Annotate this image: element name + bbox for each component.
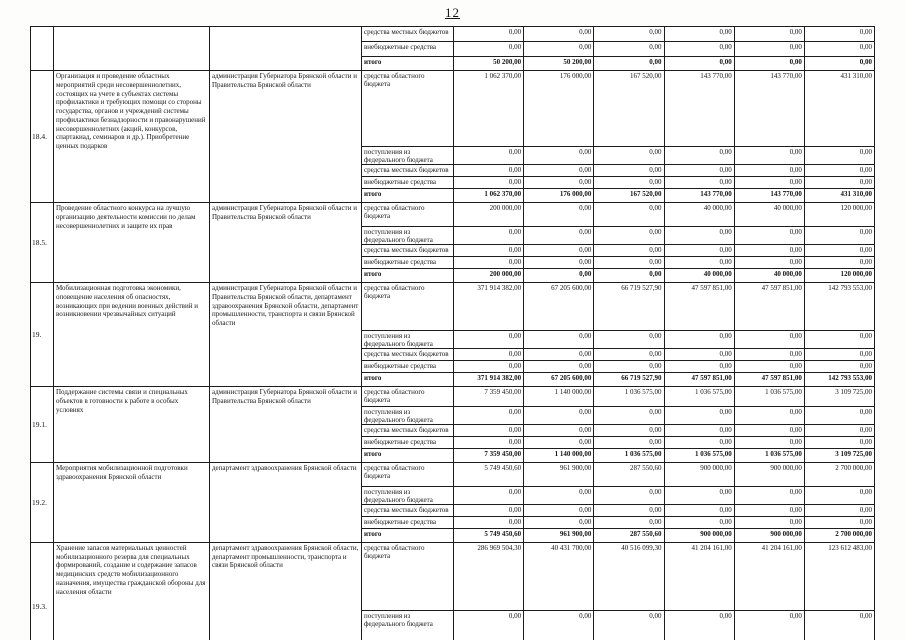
funding-source-label: внебюджетные средства [362, 42, 454, 56]
amount-cell: 0,00 [859, 407, 873, 416]
amount-cell: 0,00 [594, 57, 664, 70]
funding-source-label: средства местных бюджетов [362, 505, 454, 516]
funding-source-label: средства областного бюджета [362, 463, 454, 486]
amount-cell: 0,00 [735, 437, 805, 448]
amount-cell: 0,00 [735, 349, 805, 360]
funding-row [362, 245, 874, 257]
funding-row [362, 529, 874, 542]
amount-cell: 41 204 161,00 [665, 543, 735, 610]
amount-cell: 0,00 [665, 611, 735, 640]
funding-source-label: средства местных бюджетов [362, 425, 454, 436]
amount-cell: 0,00 [524, 42, 594, 56]
row-number-cell: 19. [31, 283, 54, 386]
amount-cell: 1 036 575,00 [665, 449, 735, 462]
amount-cell: 0,00 [665, 42, 735, 56]
amount-cell: 371 914 382,00 [454, 373, 524, 386]
funding-row [362, 177, 874, 189]
description-cell: Мероприятия мобилизационной подготовки здравоохранения Брянской области [54, 463, 210, 542]
funding-rows [362, 283, 874, 386]
funding-row [362, 387, 874, 407]
amount-cell: 0,00 [454, 425, 524, 436]
amount-cell: 0,00 [594, 203, 664, 226]
amount-cell: 50 200,00 [524, 57, 594, 70]
amount-cell: 0,00 [859, 332, 873, 340]
amount-cell: 0,00 [524, 203, 594, 226]
amount-cell: 1 062 370,00 [454, 71, 524, 146]
amount-cell: 0,00 [454, 245, 524, 256]
amount-cell: 0,00 [735, 42, 805, 56]
amount-cell: 0,00 [524, 349, 594, 360]
page-number: 12 [445, 5, 460, 20]
amount-cell: 0,00 [665, 27, 735, 41]
amount-cell: 0,00 [859, 43, 873, 51]
amount-cell: 0,00 [665, 177, 735, 188]
amount-cell: 0,00 [735, 487, 805, 504]
table-block [31, 387, 874, 463]
amount-cell: 0,00 [594, 165, 664, 176]
amount-cell: 0,00 [665, 437, 735, 448]
amount-cell: 47 597 851,00 [735, 283, 805, 330]
amount-cell: 40 000,00 [665, 203, 735, 226]
amount-cell: 123 612 483,00 [828, 543, 873, 552]
amount-cell: 176 000,00 [524, 71, 594, 146]
amount-cell: 0,00 [735, 257, 805, 268]
description-cell: Хранение запасов материальных ценностей мобилизационного резерва для специальных формирований, создание и содержание запасов медицинских средств мобилизационного назначения, имущества гражданской обороны для населения области [54, 543, 210, 640]
executor-cell: департамент здравоохранения Брянской области, департамент промышленности, транспорта и связи Брянской области [210, 543, 362, 640]
amount-cell: 67 205 600,00 [524, 283, 594, 330]
funding-row [362, 331, 874, 349]
funding-row [362, 27, 874, 42]
amount-cell: 1 036 575,00 [594, 387, 664, 406]
amount-cell: 0,00 [735, 407, 805, 424]
funding-rows [362, 27, 874, 70]
amount-cell: 0,00 [524, 245, 594, 256]
amount-cell: 0,00 [859, 246, 873, 254]
amount-cell: 120 000,00 [840, 270, 873, 278]
funding-source-label: внебюджетные средства [362, 257, 454, 268]
funding-row [362, 269, 874, 282]
funding-source-label: внебюджетные средства [362, 177, 454, 188]
funding-row [362, 437, 874, 449]
amount-cell: 0,00 [735, 611, 805, 640]
funding-row [362, 227, 874, 245]
amount-cell: 47 597 851,00 [665, 373, 735, 386]
funding-source-label: итого [362, 449, 454, 462]
description-cell: Организация и проведение областных мероприятий среди несовершеннолетних, состоящих на учете в субъектах системы профилактики и требующих помощи со стороны государства, органов и учреждений системы профилактики безнадзорности и правонарушений несовершеннолетних (акций, конкурсов, спартакиад, семинаров и др.). Приобретение ценных подарков [54, 71, 210, 202]
amount-cell: 0,00 [524, 425, 594, 436]
funding-source-label: внебюджетные средства [362, 437, 454, 448]
funding-source-label: итого [362, 529, 454, 542]
funding-row [362, 407, 874, 425]
funding-source-label: средства областного бюджета [362, 543, 454, 610]
amount-cell: 167 520,00 [594, 189, 664, 202]
funding-row [362, 42, 874, 57]
funding-source-label: внебюджетные средства [362, 517, 454, 528]
amount-cell: 0,00 [594, 245, 664, 256]
amount-cell: 0,00 [665, 331, 735, 348]
row-number-cell: 19.1. [31, 387, 54, 462]
funding-source-label: средства местных бюджетов [362, 165, 454, 176]
amount-cell: 41 204 161,00 [735, 543, 805, 610]
row-number-cell [31, 27, 54, 70]
amount-cell: 0,00 [454, 407, 524, 424]
amount-cell: 0,00 [524, 517, 594, 528]
amount-cell: 0,00 [524, 147, 594, 164]
amount-cell: 1 036 575,00 [594, 449, 664, 462]
amount-cell: 0,00 [524, 437, 594, 448]
amount-cell: 0,00 [594, 517, 664, 528]
amount-cell: 0,00 [524, 487, 594, 504]
amount-cell: 40 000,00 [735, 269, 805, 282]
amount-cell: 143 770,00 [735, 189, 805, 202]
executor-cell: департамент здравоохранения Брянской области [210, 463, 362, 542]
amount-cell: 0,00 [594, 331, 664, 348]
funding-source-label: поступления из федерального бюджета [362, 227, 454, 244]
amount-cell: 0,00 [594, 505, 664, 516]
amount-cell: 200 000,00 [454, 203, 524, 226]
amount-cell: 66 719 527,90 [594, 373, 664, 386]
amount-cell: 0,00 [859, 437, 873, 446]
amount-cell: 0,00 [859, 258, 873, 266]
table-block [31, 463, 874, 543]
amount-cell: 0,00 [524, 611, 594, 640]
amount-cell: 0,00 [665, 407, 735, 424]
amount-cell: 143 770,00 [665, 189, 735, 202]
amount-cell: 142 793 553,00 [828, 284, 873, 292]
row-number-cell: 19.3. [31, 543, 54, 640]
amount-cell: 961 900,00 [524, 529, 594, 542]
funding-row [362, 203, 874, 227]
funding-row [362, 57, 874, 70]
amount-cell: 0,00 [594, 257, 664, 268]
amount-cell: 0,00 [859, 362, 873, 370]
amount-cell: 0,00 [594, 437, 664, 448]
amount-cell: 0,00 [859, 178, 873, 186]
amount-cell: 47 597 851,00 [665, 283, 735, 330]
table-block [31, 543, 874, 640]
amount-cell: 900 000,00 [735, 463, 805, 486]
amount-cell: 3 109 725,00 [835, 449, 873, 458]
amount-cell: 47 597 851,00 [735, 373, 805, 386]
amount-cell: 0,00 [524, 27, 594, 41]
funding-row [362, 283, 874, 331]
description-cell: Поддержание системы связи и специальных объектов в готовности к работе в особых условиях [54, 387, 210, 462]
amount-cell: 167 520,00 [594, 71, 664, 146]
amount-cell: 0,00 [524, 227, 594, 244]
amount-cell: 2 700 000,00 [835, 463, 873, 472]
amount-cell: 142 793 553,00 [828, 374, 873, 382]
amount-cell: 7 359 450,00 [454, 449, 524, 462]
amount-cell: 287 550,60 [594, 463, 664, 486]
funding-row [362, 361, 874, 373]
amount-cell: 0,00 [859, 505, 873, 514]
funding-source-label: итого [362, 373, 454, 386]
funding-row [362, 505, 874, 517]
funding-row [362, 165, 874, 177]
amount-cell: 0,00 [859, 425, 873, 434]
budget-table [30, 26, 875, 640]
amount-cell: 0,00 [454, 437, 524, 448]
amount-cell: 0,00 [735, 505, 805, 516]
amount-cell: 40 431 700,00 [524, 543, 594, 610]
amount-cell: 0,00 [735, 425, 805, 436]
funding-rows [362, 543, 874, 640]
executor-cell [210, 27, 362, 70]
amount-cell: 2 700 000,00 [835, 529, 873, 538]
amount-cell: 0,00 [735, 245, 805, 256]
amount-cell: 66 719 527,90 [594, 283, 664, 330]
amount-cell: 0,00 [524, 361, 594, 372]
amount-cell: 0,00 [524, 257, 594, 268]
amount-cell: 7 359 450,00 [454, 387, 524, 406]
table-block [31, 203, 874, 283]
funding-row [362, 257, 874, 269]
amount-cell: 0,00 [735, 147, 805, 164]
amount-cell: 961 900,00 [524, 463, 594, 486]
funding-source-label: поступления из федерального бюджета [362, 147, 454, 164]
funding-rows [362, 387, 874, 462]
row-number-cell: 19.2. [31, 463, 54, 542]
row-number-cell: 18.5. [31, 203, 54, 282]
executor-cell: администрация Губернатора Брянской области и Правительства Брянской области [210, 203, 362, 282]
amount-cell: 431 310,00 [840, 190, 873, 198]
amount-cell: 143 770,00 [735, 71, 805, 146]
funding-row [362, 425, 874, 437]
description-cell: Мобилизационная подготовка экономики, оповещение населения об опасностях, возникающих при ведении военных действий и возникновении чрезвычайных ситуаций [54, 283, 210, 386]
funding-rows [362, 71, 874, 202]
amount-cell: 0,00 [454, 331, 524, 348]
amount-cell: 0,00 [454, 361, 524, 372]
amount-cell: 0,00 [735, 227, 805, 244]
amount-cell: 287 550,60 [594, 529, 664, 542]
funding-row [362, 147, 874, 165]
amount-cell: 143 770,00 [665, 71, 735, 146]
amount-cell: 0,00 [859, 611, 873, 620]
amount-cell: 1 140 000,00 [524, 449, 594, 462]
amount-cell: 0,00 [735, 361, 805, 372]
amount-cell: 0,00 [735, 517, 805, 528]
executor-cell: администрация Губернатора Брянской области и Правительства Брянской области [210, 387, 362, 462]
funding-row [362, 189, 874, 202]
amount-cell: 0,00 [859, 58, 873, 66]
funding-source-label: средства местных бюджетов [362, 349, 454, 360]
amount-cell: 40 516 099,30 [594, 543, 664, 610]
funding-rows [362, 463, 874, 542]
amount-cell: 1 062 370,00 [454, 189, 524, 202]
funding-source-label: итого [362, 57, 454, 70]
amount-cell: 0,00 [524, 505, 594, 516]
amount-cell: 0,00 [735, 57, 805, 70]
amount-cell: 0,00 [665, 487, 735, 504]
amount-cell: 0,00 [665, 147, 735, 164]
amount-cell: 0,00 [665, 165, 735, 176]
amount-cell: 120 000,00 [840, 204, 873, 212]
amount-cell: 0,00 [859, 350, 873, 358]
amount-cell: 1 036 575,00 [665, 387, 735, 406]
amount-cell: 0,00 [454, 177, 524, 188]
funding-rows [362, 203, 874, 282]
amount-cell: 0,00 [454, 257, 524, 268]
amount-cell: 431 310,00 [840, 72, 873, 80]
amount-cell: 0,00 [594, 611, 664, 640]
amount-cell: 0,00 [594, 487, 664, 504]
amount-cell: 0,00 [454, 487, 524, 504]
executor-cell: администрация Губернатора Брянской области и Правительства Брянской области, департамент здравоохранения Брянской области, департамент промышленности, транспорта и связи Брянской области [210, 283, 362, 386]
amount-cell: 5 749 450,60 [454, 529, 524, 542]
amount-cell: 0,00 [454, 27, 524, 41]
amount-cell: 0,00 [859, 166, 873, 174]
amount-cell: 0,00 [665, 245, 735, 256]
amount-cell: 0,00 [594, 361, 664, 372]
funding-source-label: средства местных бюджетов [362, 27, 454, 41]
amount-cell: 900 000,00 [735, 529, 805, 542]
funding-source-label: поступления из федерального бюджета [362, 611, 454, 640]
amount-cell: 0,00 [454, 505, 524, 516]
amount-cell: 0,00 [524, 165, 594, 176]
row-number-cell: 18.4. [31, 71, 54, 202]
amount-cell: 0,00 [665, 505, 735, 516]
funding-row [362, 71, 874, 147]
amount-cell: 1 036 575,00 [735, 387, 805, 406]
funding-row [362, 349, 874, 361]
amount-cell: 0,00 [524, 331, 594, 348]
amount-cell: 0,00 [594, 227, 664, 244]
amount-cell: 0,00 [454, 147, 524, 164]
funding-source-label: поступления из федерального бюджета [362, 331, 454, 348]
amount-cell: 0,00 [859, 487, 873, 496]
amount-cell: 0,00 [454, 611, 524, 640]
executor-cell: администрация Губернатора Брянской области и Правительства Брянской области [210, 71, 362, 202]
description-cell [54, 27, 210, 70]
amount-cell: 0,00 [665, 425, 735, 436]
amount-cell: 0,00 [594, 269, 664, 282]
funding-row [362, 463, 874, 487]
amount-cell: 0,00 [665, 517, 735, 528]
funding-source-label: средства областного бюджета [362, 71, 454, 146]
funding-row [362, 449, 874, 462]
amount-cell: 67 205 600,00 [524, 373, 594, 386]
table-block [31, 283, 874, 387]
amount-cell: 0,00 [665, 227, 735, 244]
amount-cell: 0,00 [735, 331, 805, 348]
amount-cell: 900 000,00 [665, 529, 735, 542]
funding-row [362, 517, 874, 529]
amount-cell: 5 749 450,60 [454, 463, 524, 486]
funding-source-label: средства областного бюджета [362, 203, 454, 226]
amount-cell: 900 000,00 [665, 463, 735, 486]
funding-row [362, 611, 874, 640]
amount-cell: 0,00 [735, 165, 805, 176]
funding-row [362, 543, 874, 611]
amount-cell: 1 036 575,00 [735, 449, 805, 462]
amount-cell: 40 000,00 [665, 269, 735, 282]
amount-cell: 0,00 [665, 361, 735, 372]
amount-cell: 0,00 [524, 177, 594, 188]
amount-cell: 0,00 [665, 57, 735, 70]
amount-cell: 0,00 [454, 517, 524, 528]
amount-cell: 0,00 [665, 257, 735, 268]
amount-cell: 0,00 [735, 177, 805, 188]
funding-row [362, 487, 874, 505]
amount-cell: 0,00 [735, 27, 805, 41]
amount-cell: 0,00 [524, 407, 594, 424]
amount-cell: 3 109 725,00 [835, 388, 873, 396]
amount-cell: 0,00 [594, 42, 664, 56]
amount-cell: 1 140 000,00 [524, 387, 594, 406]
amount-cell: 0,00 [594, 147, 664, 164]
amount-cell: 0,00 [594, 349, 664, 360]
amount-cell: 0,00 [859, 517, 873, 526]
amount-cell: 50 200,00 [454, 57, 524, 70]
amount-cell: 40 000,00 [735, 203, 805, 226]
amount-cell: 0,00 [859, 148, 873, 156]
amount-cell: 176 000,00 [524, 189, 594, 202]
amount-cell: 0,00 [454, 165, 524, 176]
amount-cell: 0,00 [594, 177, 664, 188]
amount-cell: 0,00 [665, 349, 735, 360]
amount-cell: 200 000,00 [454, 269, 524, 282]
amount-cell: 0,00 [859, 28, 873, 36]
amount-cell: 0,00 [594, 407, 664, 424]
amount-cell: 0,00 [594, 425, 664, 436]
amount-cell: 0,00 [859, 228, 873, 236]
amount-cell: 0,00 [594, 27, 664, 41]
funding-row [362, 373, 874, 386]
amount-cell: 286 969 504,30 [454, 543, 524, 610]
amount-cell: 0,00 [524, 269, 594, 282]
funding-source-label: поступления из федерального бюджета [362, 407, 454, 424]
amount-cell: 0,00 [454, 349, 524, 360]
funding-source-label: средства областного бюджета [362, 283, 454, 330]
table-block [31, 71, 874, 203]
funding-source-label: поступления из федерального бюджета [362, 487, 454, 504]
funding-source-label: внебюджетные средства [362, 361, 454, 372]
description-cell: Проведение областного конкурса на лучшую организацию деятельности комиссии по делам несовершеннолетних и защите их прав [54, 203, 210, 282]
funding-source-label: средства областного бюджета [362, 387, 454, 406]
funding-source-label: средства местных бюджетов [362, 245, 454, 256]
amount-cell: 0,00 [454, 42, 524, 56]
funding-source-label: итого [362, 189, 454, 202]
funding-source-label: итого [362, 269, 454, 282]
table-block [31, 27, 874, 71]
amount-cell: 371 914 382,00 [454, 283, 524, 330]
amount-cell: 0,00 [454, 227, 524, 244]
